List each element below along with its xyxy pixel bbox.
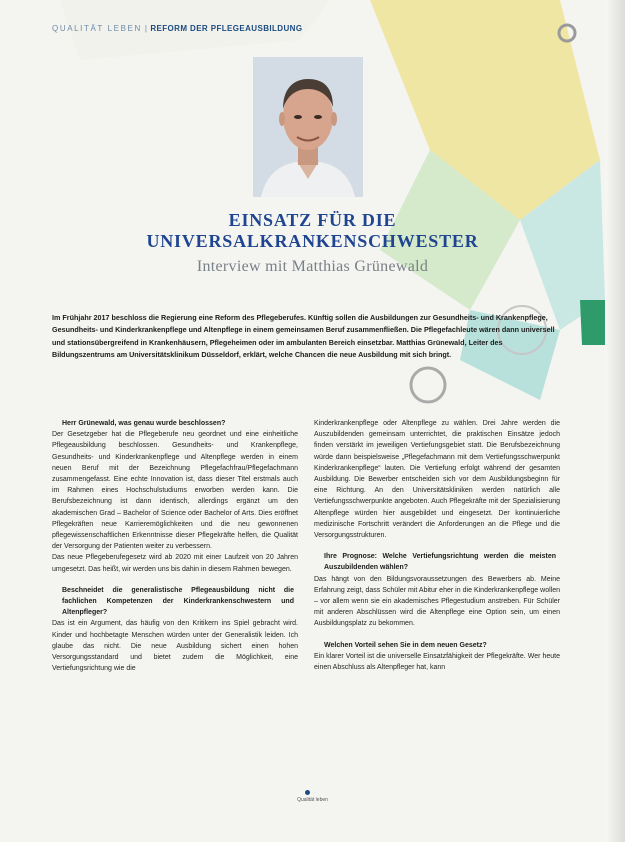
footer-dot — [305, 790, 310, 795]
interview-answer: Kinderkrankenpflege oder Altenpflege zu wählen. Drei Jahre werden die Auszubildenden gemeinsam unterrichtet, die praktischen Einsätze jedoch finden verstärkt im jeweiligen Vertiefungsgebiet statt. Die Berufsbezeichnung würde dann beispielsweise „Pflegefachmann mit dem Vertiefungsschwerpunkt Kinderkrankenpflege“ lauten. Die Vertiefung erfolgt während der gesamten Ausbildung. Die Bewerber entscheiden sich vor dem Ausbildungsbeginn für eine Richtung. An den Universitätskliniken werden natürlich alle Vertiefungsschwerpunkte angeboten. Auch Pflegekräfte mit der Spezialisierung Altenpflege würden hier ausgebildet und eingesetzt. Der kontinuierliche medizinische Fortschritt verändert die Anforderungen an die Pflege und die Versorgungsstrukturen. — [314, 420, 560, 540]
interview-answer: Das neue Pflegeberufegesetz wird ab 2020 mit einer Laufzeit von 20 Jahren umgesetzt. Das heißt, wir werden uns bis dahin in diesem Rahmen bewegen. — [52, 554, 298, 573]
text-column-left — [52, 418, 298, 674]
article-intro: Im Frühjahr 2017 beschloss die Regierung eine Reform des Pflegeberufes. Künftig sollen die Ausbildungen zur Gesundheits- und Krankenpflege, Gesundheits- und Kinderkrankenpflege und Altenpflege in einem gemeinsamen Beruf zusammenfließen. Die Pflegefachleute wären dann universell und stationsübergreifend in Krankenhäusern, Pflegeheimen oder im ambulanten Bereich einsetzbar. Matthias Grünewald, Leiter des Bildungszentrums am Universitätsklinikum Düsseldorf, erklärt, welche Chancen die neue Ausbildung mit sich bringt. — [52, 313, 555, 359]
section-name: QUALITÄT LEBEN — [52, 24, 142, 33]
text-column-right — [314, 418, 560, 673]
decor-shape-green — [580, 300, 605, 345]
article-title-line-2: UNIVERSALKRANKENSCHWESTER — [146, 231, 479, 251]
header-separator: | — [144, 24, 148, 33]
interview-answer: Der Gesetzgeber hat die Pflegeberufe neu geordnet und eine einheitliche Pflegeausbildung beschlossen. Gesundheits- und Krankenpflege, Gesundheits- und Kinderkrankenpflege und Altenpflege werden in einem neuen Beruf mit der Bezeichnung Pflegefachfrau/Pflegefachmann zusammengefasst. Eine echte Innovation ist, dass dieser Titel erstmals auch im Rahmen eines Hochschulstudiums erworben werden kann. Die Berufsbezeichnung ist dann identisch, allerdings ergänzt um den akademischen Grad – Bachelor of Science oder Bachelor of Arts. Dies eröffnet Pflegekräften neue Karrieremöglichkeiten und die neu gewonnenen pflegewissenschaftlichen Erkenntnisse dieser Pflegekräfte helfen, die Qualität der Versorgung der Patienten weiter zu verbessern. — [52, 431, 298, 551]
section-header — [52, 24, 302, 33]
article-title-line-1: EINSATZ FÜR DIE — [228, 210, 397, 230]
article-subtitle: Interview mit Matthias Grünewald — [196, 258, 429, 275]
interview-answer: Ein klarer Vorteil ist die universelle Einsatzfähigkeit der Pflegekräfte. Wer heute einen Abschluss als Altenpfleger hat, kann — [314, 652, 560, 672]
interview-question: Herr Grünewald, was genau wurde beschlossen? — [62, 420, 226, 427]
portrait-photo — [253, 57, 363, 197]
decor-ring-mid — [411, 368, 445, 402]
interview-answer: Das hängt von den Bildungsvoraussetzungen des Bewerbers ab. Meine Erfahrung zeigt, dass Schüler mit Abitur eher in die Kinderkrankenpflege wollen – vor allem wenn sie ein akademisches Pflegestudium anstreben. Für Schüler mit anderen Abschlüssen wird die Altenpflege eine Option sein, um einen Ausbildungsplatz zu bekommen. — [314, 575, 560, 628]
interview-question: Ihre Prognose: Welche Vertiefungsrichtung werden die meisten Auszubildenden wählen? — [324, 553, 556, 572]
interview-answer: Das ist ein Argument, das häufig von den Kritikern ins Spiel gebracht wird. Kinder und hochbetagte Menschen würden unter der Generalistik leiden. Ich glaube das nicht. Die neue Ausbildung sichert einen hohen Versorgungsstandard und bietet zudem die Möglichkeit, eine Vertiefungsrichtung wie die — [52, 620, 298, 673]
portrait-illustration — [253, 57, 363, 197]
interview-question: Beschneidet die generalistische Pflegeausbildung nicht die fachlichen Kompetenzen der Kinderkrankenschwestern und Altenpfleger? — [62, 586, 294, 617]
interview-question: Welchen Vorteil sehen Sie in dem neuen Gesetz? — [324, 641, 487, 649]
section-topic: REFORM DER PFLEGEAUSBILDUNG — [150, 24, 303, 33]
page-fold-shadow — [605, 0, 625, 842]
page-footer: Qualität leben — [297, 797, 328, 803]
